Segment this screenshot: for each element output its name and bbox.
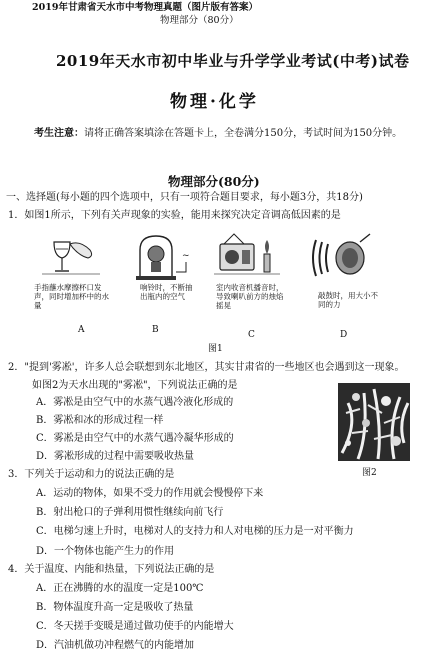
q4-stem: 4．关于温度、内能和热量，下列说法正确的是	[8, 564, 215, 575]
figure2-caption: 图2	[362, 468, 377, 478]
wine-glass-drawing	[40, 236, 102, 280]
q3-stem: 3．下列关于运动和力的说法正确的是	[8, 469, 175, 480]
figure1-panel-b	[132, 232, 196, 282]
doc-header-title: 2019年甘肃省天水市中考物理真题（图片版有答案）	[32, 2, 258, 13]
figure1-caption-a: 手指蘸水摩擦杯口发声，同时增加杯中的水量	[34, 283, 109, 310]
q4-option-d: D．汽油机做功冲程燃气的内能增加	[36, 640, 195, 651]
q4-option-a: A．正在沸腾的水的温度一定是100℃	[36, 583, 204, 594]
q4-option-c: C．冬天搓手变暖是通过做功使手的内能增大	[36, 621, 234, 632]
figure1-caption-c: 室内收音机播音时，导致喇叭前方的烛焰摇晃	[216, 283, 284, 310]
q2-option-b: B．雾凇和冰的形成过程一样	[36, 415, 164, 426]
q1-stem: 1．如图1所示，下列有关声现象的实验，能用来探究决定音调高低因素的是	[8, 210, 341, 221]
figure1-label-d: D	[340, 330, 348, 340]
svg-text:~: ~	[182, 251, 190, 261]
doc-header-subtitle: 物理部分（80分）	[160, 15, 239, 26]
q4-option-b: B．物体温度升高一定是吸收了热量	[36, 602, 194, 613]
notice-label: 考生注意：	[34, 128, 84, 139]
figure1-label-b: B	[152, 325, 159, 335]
figure1-label-c: C	[248, 330, 255, 340]
q2-option-c: C．雾凇是由空气中的水蒸气遇冷凝华形成的	[36, 433, 234, 444]
rime-photo-texture	[338, 383, 410, 461]
drum-drawing	[310, 232, 372, 286]
q3-option-a: A．运动的物体，如果不受力的作用就会慢慢停下来	[36, 488, 264, 499]
q2-stem-line1: 2．"提到'雾凇'，许多人总会联想到东北地区，其实甘肃省的一些地区也会遇到这一现象。	[8, 362, 405, 373]
figure1-label-a: A	[78, 325, 85, 335]
q2-option-a: A．雾凇是由空气中的水蒸气遇冷液化形成的	[36, 397, 234, 408]
exam-title: 2019年天水市初中毕业与升学学业考试(中考)试卷	[56, 52, 410, 70]
figure1-caption-b: 响铃时，不断抽出瓶内的空气	[140, 283, 193, 301]
q3-option-c: C．电梯匀速上升时，电梯对人的支持力和人对电梯的压力是一对平衡力	[36, 526, 354, 537]
section-title: 物理部分(80分)	[168, 174, 260, 189]
figure1-panel-c	[212, 232, 282, 282]
q2-stem-line2: 如图2为天水出现的"雾凇"，下列说法正确的是	[32, 380, 238, 391]
q2-option-d: D．雾凇形成的过程中需要吸收热量	[36, 451, 195, 462]
radio-candle-drawing	[212, 232, 282, 282]
figure2-rime-photo	[338, 383, 410, 461]
figure1-caption-d: 敲鼓时，用大小不同的力	[318, 291, 378, 309]
figure1-panel-d	[310, 232, 372, 286]
notice-text: 请将正确答案填涂在答题卡上，全卷满分150分，考试时间为150分钟。	[84, 128, 403, 139]
q3-option-d: D．一个物体也能产生力的作用	[36, 546, 175, 557]
exam-subject: 物理·化学	[170, 92, 259, 112]
q3-option-b: B．射出枪口的子弹利用惯性继续向前飞行	[36, 507, 224, 518]
bell-jar-drawing	[132, 232, 196, 282]
exam-notice	[34, 128, 402, 140]
figure1-caption: 图1	[208, 344, 223, 354]
part1-heading: 一、选择题(每小题的四个选项中，只有一项符合题目要求，每小题3分，共18分)	[6, 192, 363, 203]
figure1-panel-a	[40, 236, 102, 280]
